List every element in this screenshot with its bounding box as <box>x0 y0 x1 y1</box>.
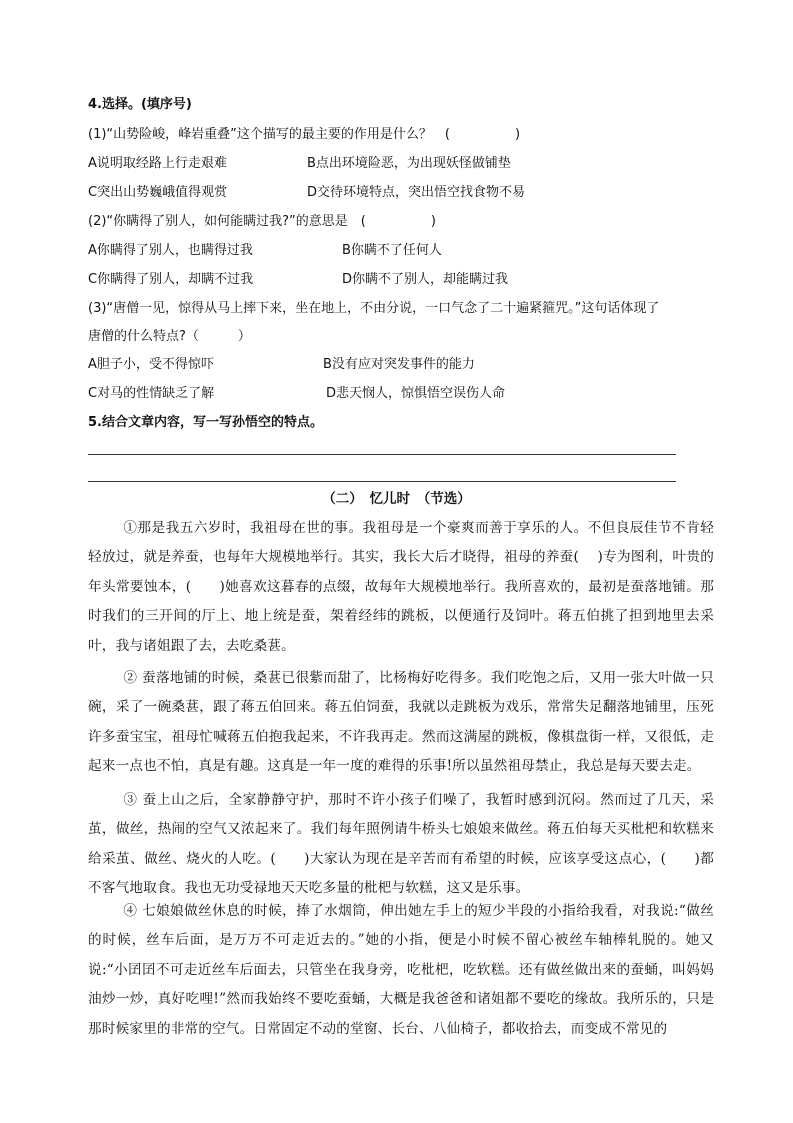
question-4-heading: 4.选择。(填序号) <box>88 97 192 112</box>
passage-title: （二） 忆儿时 （节选） <box>322 491 471 507</box>
question-4-3-stem-line2: 唐僧的什么特点?（ ） <box>88 329 251 344</box>
question-5-heading: 5.结合文章内容，写一写孙悟空的特点。 <box>88 415 323 430</box>
passage-paragraph-3 <box>88 786 714 904</box>
paragraph-4-text: ④ 七娘娘做丝休息的时候，捧了水烟筒，伸出她左手上的短少半段的小指给我看，对我说:“做丝的时候，丝车后面，是万万不可走近去的。”她的小指，便是小时候不留心被丝车轴棒轧脱的。她又说:“小囝囝不可走近丝车后面去，只管坐在我身旁，吃枇杷，吃软糕。还有做丝做出来的蚕蛹，叫妈妈油炒一炒，真好吃哩!”然而我始终不要吃蚕蛹，大概是我爸爸和诸姐都不要吃的缘故。我所乐的，只是那时候家里的非常的空气。日常固定不动的堂窗、长台、八仙椅子，都收拾去，而变成不常见的 <box>88 903 714 1037</box>
option-4-2-a: A你瞒得了别人，也瞒得过我 <box>88 243 253 258</box>
answer-line-2[interactable] <box>88 481 676 482</box>
paragraph-2-text: ② 蚕落地铺的时候，桑葚已很紫而甜了，比杨梅好吃得多。我们吃饱之后，又用一张大叶做一只碗，采了一碗桑葚，跟了蒋五伯回来。蒋五伯饲蚕，我就以走跳板为戏乐，常常失足翻落地铺里，压死许多蚕宝宝，祖母忙喊蒋五伯抱我起来，不许我再走。然而这满屋的跳板，像棋盘街一样，又很低，走起来一点也不怕，真是有趣。这真是一年一度的难得的乐事!所以虽然祖母禁止，我总是每天要去走。 <box>88 670 714 775</box>
option-4-1-c: C突出山势巍峨值得观赏 <box>88 185 228 200</box>
option-4-3-d: D悲天悯人，惊惧悟空误伤人命 <box>326 386 506 401</box>
question-4-1-stem: (1)“山势险峻，峰岩重叠”这个描写的最主要的作用是什么？ ( ) <box>88 127 521 142</box>
option-4-2-d: D你瞒不了别人，却能瞒过我 <box>342 272 509 287</box>
option-4-3-b: B没有应对突发事件的能力 <box>323 357 475 372</box>
option-4-2-b: B你瞒不了任何人 <box>342 243 442 258</box>
paragraph-3-text: ③ 蚕上山之后，全家静静守护，那时不许小孩子们噪了，我暂时感到沉闷。然而过了几天，采茧，做丝，热闹的空气又浓起来了。我们每年照例请牛桥头七娘娘来做丝。蒋五伯每天买枇杷和软糕来给采茧、做丝、烧火的人吃。( )大家认为现在是辛苦而有希望的时候，应该享受这点心，( )都不客气地取食。我也无功受禄地天天吃多量的枇杷与软糕，这又是乐事。 <box>88 792 714 897</box>
question-4-3-stem-line1: (3)“唐僧一见，惊得从马上摔下来，坐在地上，不由分说，一口气念了二十遍紧箍咒。”这句话体现了 <box>88 301 660 316</box>
passage-paragraph-1 <box>88 514 714 661</box>
passage-paragraph-4 <box>88 897 714 1044</box>
answer-line-1[interactable] <box>88 454 676 455</box>
option-4-3-c: C对马的性情缺乏了解 <box>88 386 215 401</box>
option-4-2-c: C你瞒得了别人，却瞒不过我 <box>88 272 254 287</box>
option-4-1-b: B点出环境险恶，为出现妖怪做铺垫 <box>307 156 511 171</box>
paragraph-1-text: ①那是我五六岁时，我祖母在世的事。我祖母是一个豪爽而善于享乐的人。不但良辰佳节不肯轻轻放过，就是养蚕，也每年大规模地举行。其实，我长大后才晓得，祖母的养蚕( )专为图利，叶贵的年头常要蚀本，( )她喜欢这暮春的点缀，故每年大规模地举行。我所喜欢的，最初是蚕落地铺。那时我们的三开间的厅上、地上统是蚕，架着经纬的跳板，以便通行及饲叶。蒋五伯挑了担到地里去采叶，我与诸姐跟了去，去吃桑葚。 <box>88 520 714 654</box>
option-4-1-a: A说明取经路上行走艰难 <box>88 156 227 171</box>
option-4-3-a: A胆子小，受不得惊吓 <box>88 357 214 372</box>
question-4-2-stem: (2)“你瞒得了别人，如何能瞒过我?”的意思是 ( ) <box>88 214 436 229</box>
option-4-1-d: D交待环境特点，突出悟空找食物不易 <box>307 185 526 200</box>
passage-paragraph-2 <box>88 664 714 782</box>
